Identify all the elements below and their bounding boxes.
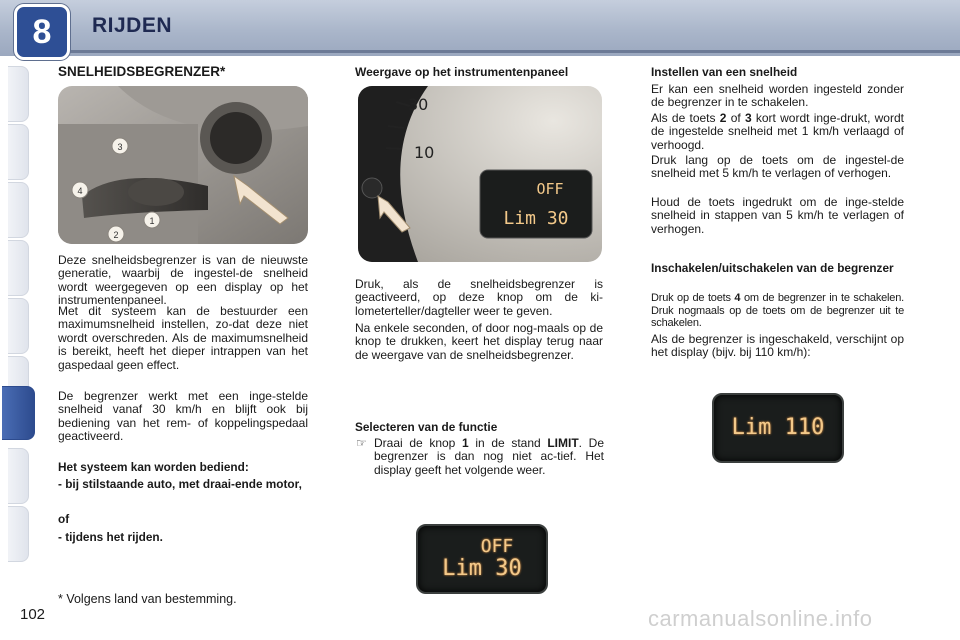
- function-text: in de stand: [468, 436, 548, 450]
- chapter-tab-active[interactable]: [2, 386, 35, 440]
- gauge-label-30: 30: [408, 95, 429, 114]
- function-paragraph: [374, 437, 604, 477]
- trip-button-paragraph: Druk, als de snelheidsbegrenzer is geactiveerd, op deze knop om de ki-lometerteller/dagteller weer te geven.: [355, 277, 603, 318]
- setting-text: Als de toets: [651, 111, 720, 125]
- display-return-paragraph: Na enkele seconden, of door nog-maals op de knop te drukken, keert het display terug naar de weergave van de snelheidsbegrenzer.: [355, 321, 603, 362]
- operation-title: Het systeem kan worden bediend:: [58, 460, 249, 474]
- lever-label-2: 2: [113, 230, 119, 240]
- operation-item-driving: - tijdens het rijden.: [58, 530, 163, 544]
- panel-display-lim: Lim 30: [503, 208, 569, 229]
- lever-label-3: 3: [117, 142, 123, 152]
- lever-label-1: 1: [149, 216, 155, 226]
- display-off-lim30: [416, 524, 548, 594]
- function-knob-number: 1: [462, 436, 469, 450]
- page-number: 102: [20, 606, 46, 623]
- setting-hold-paragraph: Houd de toets ingedrukt om de inge-stelde snelheid in stappen van 5 km/h te verlagen of verhogen.: [651, 195, 904, 236]
- key-number-3: 3: [744, 111, 752, 125]
- switch-text: om de begrenzer in te schakelen. Druk nogmaals op de toets om de begrenzer uit te schakelen.: [651, 292, 904, 330]
- chapter-tab[interactable]: [8, 240, 29, 296]
- key-number-2: 2: [719, 111, 727, 125]
- chapter-tab[interactable]: [8, 66, 29, 122]
- setting-title: Instellen van een snelheid: [651, 65, 798, 79]
- display-section-title: Weergave op het instrumentenpaneel: [355, 65, 569, 79]
- function-title: Selecteren van de functie: [355, 420, 498, 434]
- setting-short-press-paragraph: [651, 112, 904, 152]
- lever-photo: [58, 86, 308, 244]
- function-text: . De begrenzer is dan nog niet ac-tief. Het display geeft het volgende weer.: [374, 436, 604, 477]
- display-lim110: [712, 393, 844, 463]
- switch-active-paragraph: Als de begrenzer is ingeschakeld, verschijnt op het display (bijv. bij 110 km/h):: [651, 332, 904, 360]
- setting-text: of: [726, 111, 745, 125]
- function-text: Draai de knop: [374, 436, 462, 450]
- chapter-tab[interactable]: [8, 298, 29, 354]
- pointing-hand-icon: ☞: [356, 436, 367, 450]
- setting-text: kort wordt inge-drukt, wordt de ingestelde snelheid met 1 km/h verlaagd of verhoogd.: [651, 111, 904, 152]
- chapter-tabs: [0, 62, 30, 582]
- instrument-panel-photo: [358, 86, 602, 262]
- key-number-4: 4: [734, 292, 741, 304]
- gauge-label-10: 10: [414, 143, 435, 162]
- activation-paragraph: De begrenzer werkt met een inge-stelde snelheid vanaf 30 km/h en blijft ook bij bediening van het rem- of koppelingspedaal geactiveerd.: [58, 389, 308, 444]
- description-paragraph: Met dit systeem kan de bestuurder een maximumsnelheid instellen, zo-dat deze niet wordt overschreden. Als de maximumsnelheid is bereikt, heeft het dieper intrappen van het gaspedaal geen effect.: [58, 304, 308, 372]
- header-rule: [40, 50, 960, 53]
- chapter-number-badge: 8: [14, 4, 70, 60]
- panel-display-off: OFF: [536, 180, 564, 198]
- footnote: * Volgens land van bestemming.: [58, 592, 237, 606]
- chapter-title: RIJDEN: [92, 14, 173, 37]
- watermark: carmanualsonline.info: [648, 606, 873, 631]
- display-line-lim: Lim 30: [442, 555, 522, 581]
- display-line-lim: Lim 110: [731, 415, 825, 441]
- switch-paragraph: [651, 292, 904, 330]
- chapter-tab[interactable]: [8, 124, 29, 180]
- section-title: SNELHEIDSBEGRENZER*: [58, 64, 226, 79]
- display-line-off: OFF: [480, 536, 514, 557]
- chapter-tab[interactable]: [8, 506, 29, 562]
- intro-paragraph: Deze snelheidsbegrenzer is van de nieuwste generatie, waarbij de ingestel-de snelheid wordt weergegeven op een display op het instrumentenpaneel.: [58, 253, 308, 308]
- setting-intro-paragraph: Er kan een snelheid worden ingesteld zonder de begrenzer in te schakelen.: [651, 82, 904, 110]
- chapter-tab[interactable]: [8, 182, 29, 238]
- switch-title: Inschakelen/uitschakelen van de begrenzer: [651, 261, 894, 275]
- lever-label-4: 4: [77, 186, 83, 196]
- setting-long-press-paragraph: Druk lang op de toets om de ingestel-de snelheid met 5 km/h te verlagen of verhogen.: [651, 153, 904, 181]
- operation-item-stationary: - bij stilstaande auto, met draai-ende motor,: [58, 477, 302, 491]
- function-limit-label: LIMIT: [547, 436, 579, 450]
- operation-or: of: [58, 512, 70, 526]
- chapter-tab[interactable]: [8, 448, 29, 504]
- switch-text: Druk op de toets: [651, 292, 735, 304]
